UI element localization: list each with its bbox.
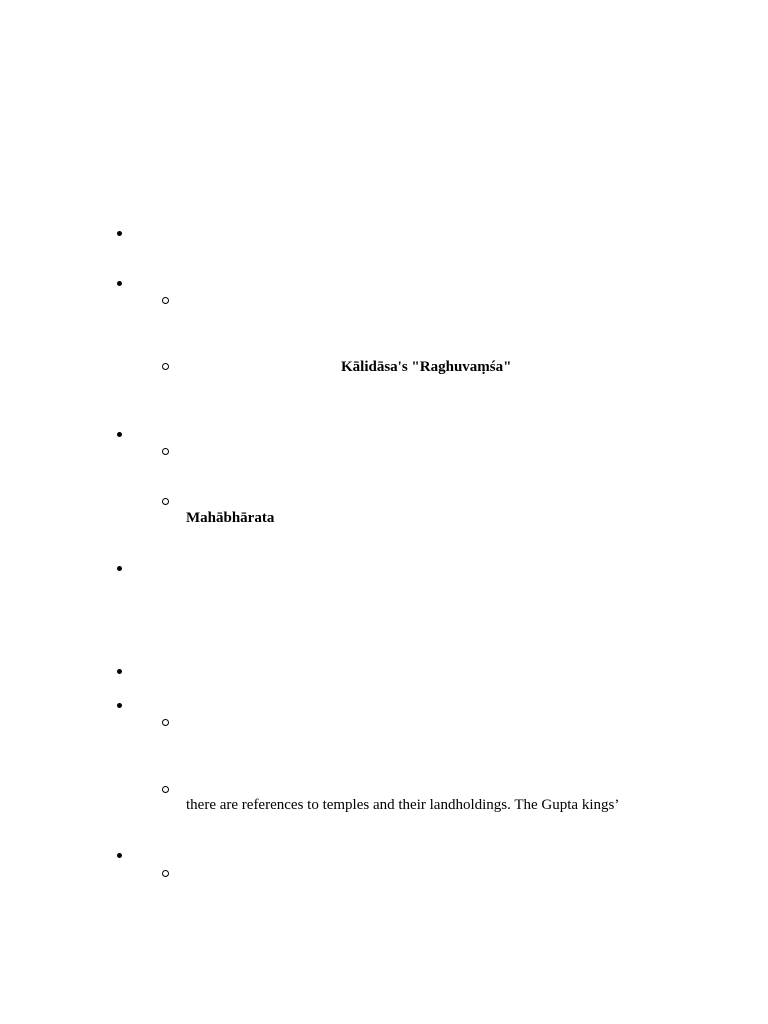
list-bullet: [115, 280, 123, 288]
sub-list-bullet: [162, 448, 169, 455]
list-bullet: [115, 230, 123, 238]
sub-list-bullet: [162, 786, 169, 793]
temples-text: there are references to temples and their landholdings. The Gupta kings’: [186, 797, 620, 813]
sub-list-bullet: [162, 719, 169, 726]
sub-list-bullet: [162, 498, 169, 505]
sub-list-bullet: [162, 870, 169, 877]
list-bullet: [115, 852, 123, 860]
list-bullet: [115, 565, 123, 573]
mahabharata-title: Mahābhārata: [186, 510, 275, 526]
raghuvamsa-title: Kālidāsa's "Raghuvaṃśa": [341, 359, 512, 375]
list-bullet: [115, 702, 123, 710]
sub-list-bullet: [162, 297, 169, 304]
sub-list-bullet: [162, 363, 169, 370]
list-bullet: [115, 431, 123, 439]
list-bullet: [115, 668, 123, 676]
